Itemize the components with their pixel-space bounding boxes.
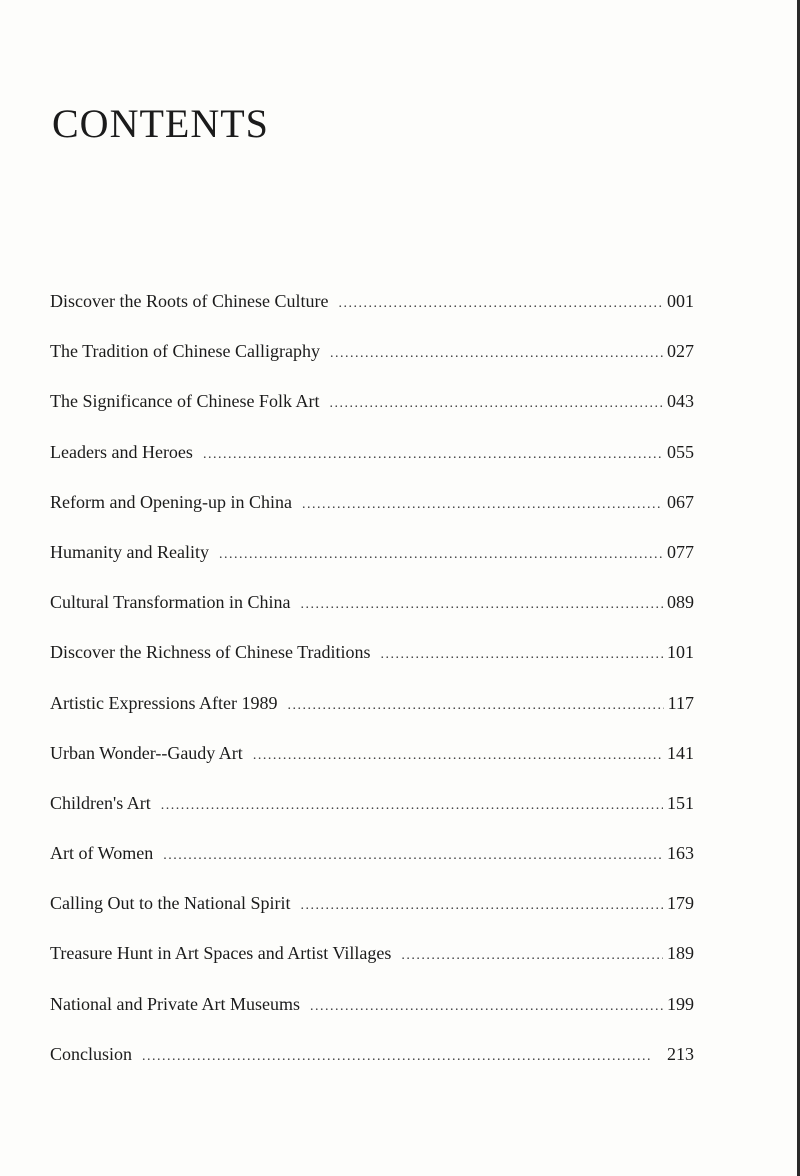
dot-leader [310,993,663,1021]
toc-page-number: 117 [667,692,694,713]
toc-entry-title: The Tradition of Chinese Calligraphy [50,341,320,362]
toc-entry-title: The Significance of Chinese Folk Art [50,391,320,412]
toc-page-number: 043 [667,391,694,412]
toc-page-number: 213 [667,1043,694,1064]
toc-entry-title: Conclusion [50,1043,133,1064]
toc-entry-title: Leaders and Heroes [50,441,193,462]
dot-leader [401,942,663,970]
toc-page-number: 055 [667,441,694,462]
toc-page-number: 151 [667,792,694,813]
dot-leader [338,290,663,318]
toc-entry-title: Urban Wonder--Gaudy Art [50,742,243,763]
dot-leader [380,641,663,669]
toc-entry-title: Artistic Expressions After 1989 [50,692,278,713]
toc-entry[interactable] [50,337,694,387]
toc-entry-title: Humanity and Reality [50,541,209,562]
toc-page-number: 141 [667,742,694,763]
toc-entry-title: Art of Women [50,843,154,864]
toc-page-number: 027 [667,341,694,362]
toc-page-number: 067 [667,491,694,512]
table-of-contents [50,287,694,1090]
toc-entry[interactable] [50,287,694,337]
dot-leader [287,692,663,720]
toc-entry[interactable] [50,939,694,989]
toc-page-number: 077 [667,541,694,562]
dot-leader [330,340,663,368]
toc-entry[interactable] [50,1040,694,1090]
toc-entry-title: Calling Out to the National Spirit [50,893,291,914]
dot-leader [203,441,663,469]
toc-entry[interactable] [50,538,694,588]
toc-entry[interactable] [50,588,694,638]
toc-page-number: 163 [667,843,694,864]
toc-page-number: 199 [667,993,694,1014]
toc-entry[interactable] [50,438,694,488]
dot-leader [163,842,663,870]
toc-page-number: 089 [667,592,694,613]
dot-leader [219,541,663,569]
toc-entry[interactable] [50,689,694,739]
page-title: CONTENTS [52,101,269,146]
toc-entry-title: Cultural Transformation in China [50,592,291,613]
toc-entry-title: National and Private Art Museums [50,993,300,1014]
toc-entry[interactable] [50,789,694,839]
toc-entry[interactable] [50,889,694,939]
dot-leader [161,792,663,820]
dot-leader [142,1043,663,1071]
dot-leader [253,742,663,770]
dot-leader [329,390,663,418]
toc-page-number: 001 [667,291,694,311]
toc-entry-title: Discover the Roots of Chinese Culture [50,291,329,311]
toc-entry[interactable] [50,488,694,538]
toc-entry[interactable] [50,739,694,789]
dot-leader [300,892,663,920]
toc-entry-title: Discover the Richness of Chinese Traditions [50,642,371,663]
toc-page-number: 179 [667,893,694,914]
toc-entry-title: Children's Art [50,792,151,813]
dot-leader [301,591,664,619]
toc-entry-title: Reform and Opening-up in China [50,491,292,512]
toc-entry[interactable] [50,638,694,688]
toc-entry[interactable] [50,839,694,889]
toc-page-number: 101 [667,642,694,663]
toc-entry[interactable] [50,387,694,437]
dot-leader [302,491,663,519]
toc-entry-title: Treasure Hunt in Art Spaces and Artist Villages [50,943,392,964]
toc-entry[interactable] [50,990,694,1040]
toc-page-number: 189 [667,943,694,964]
